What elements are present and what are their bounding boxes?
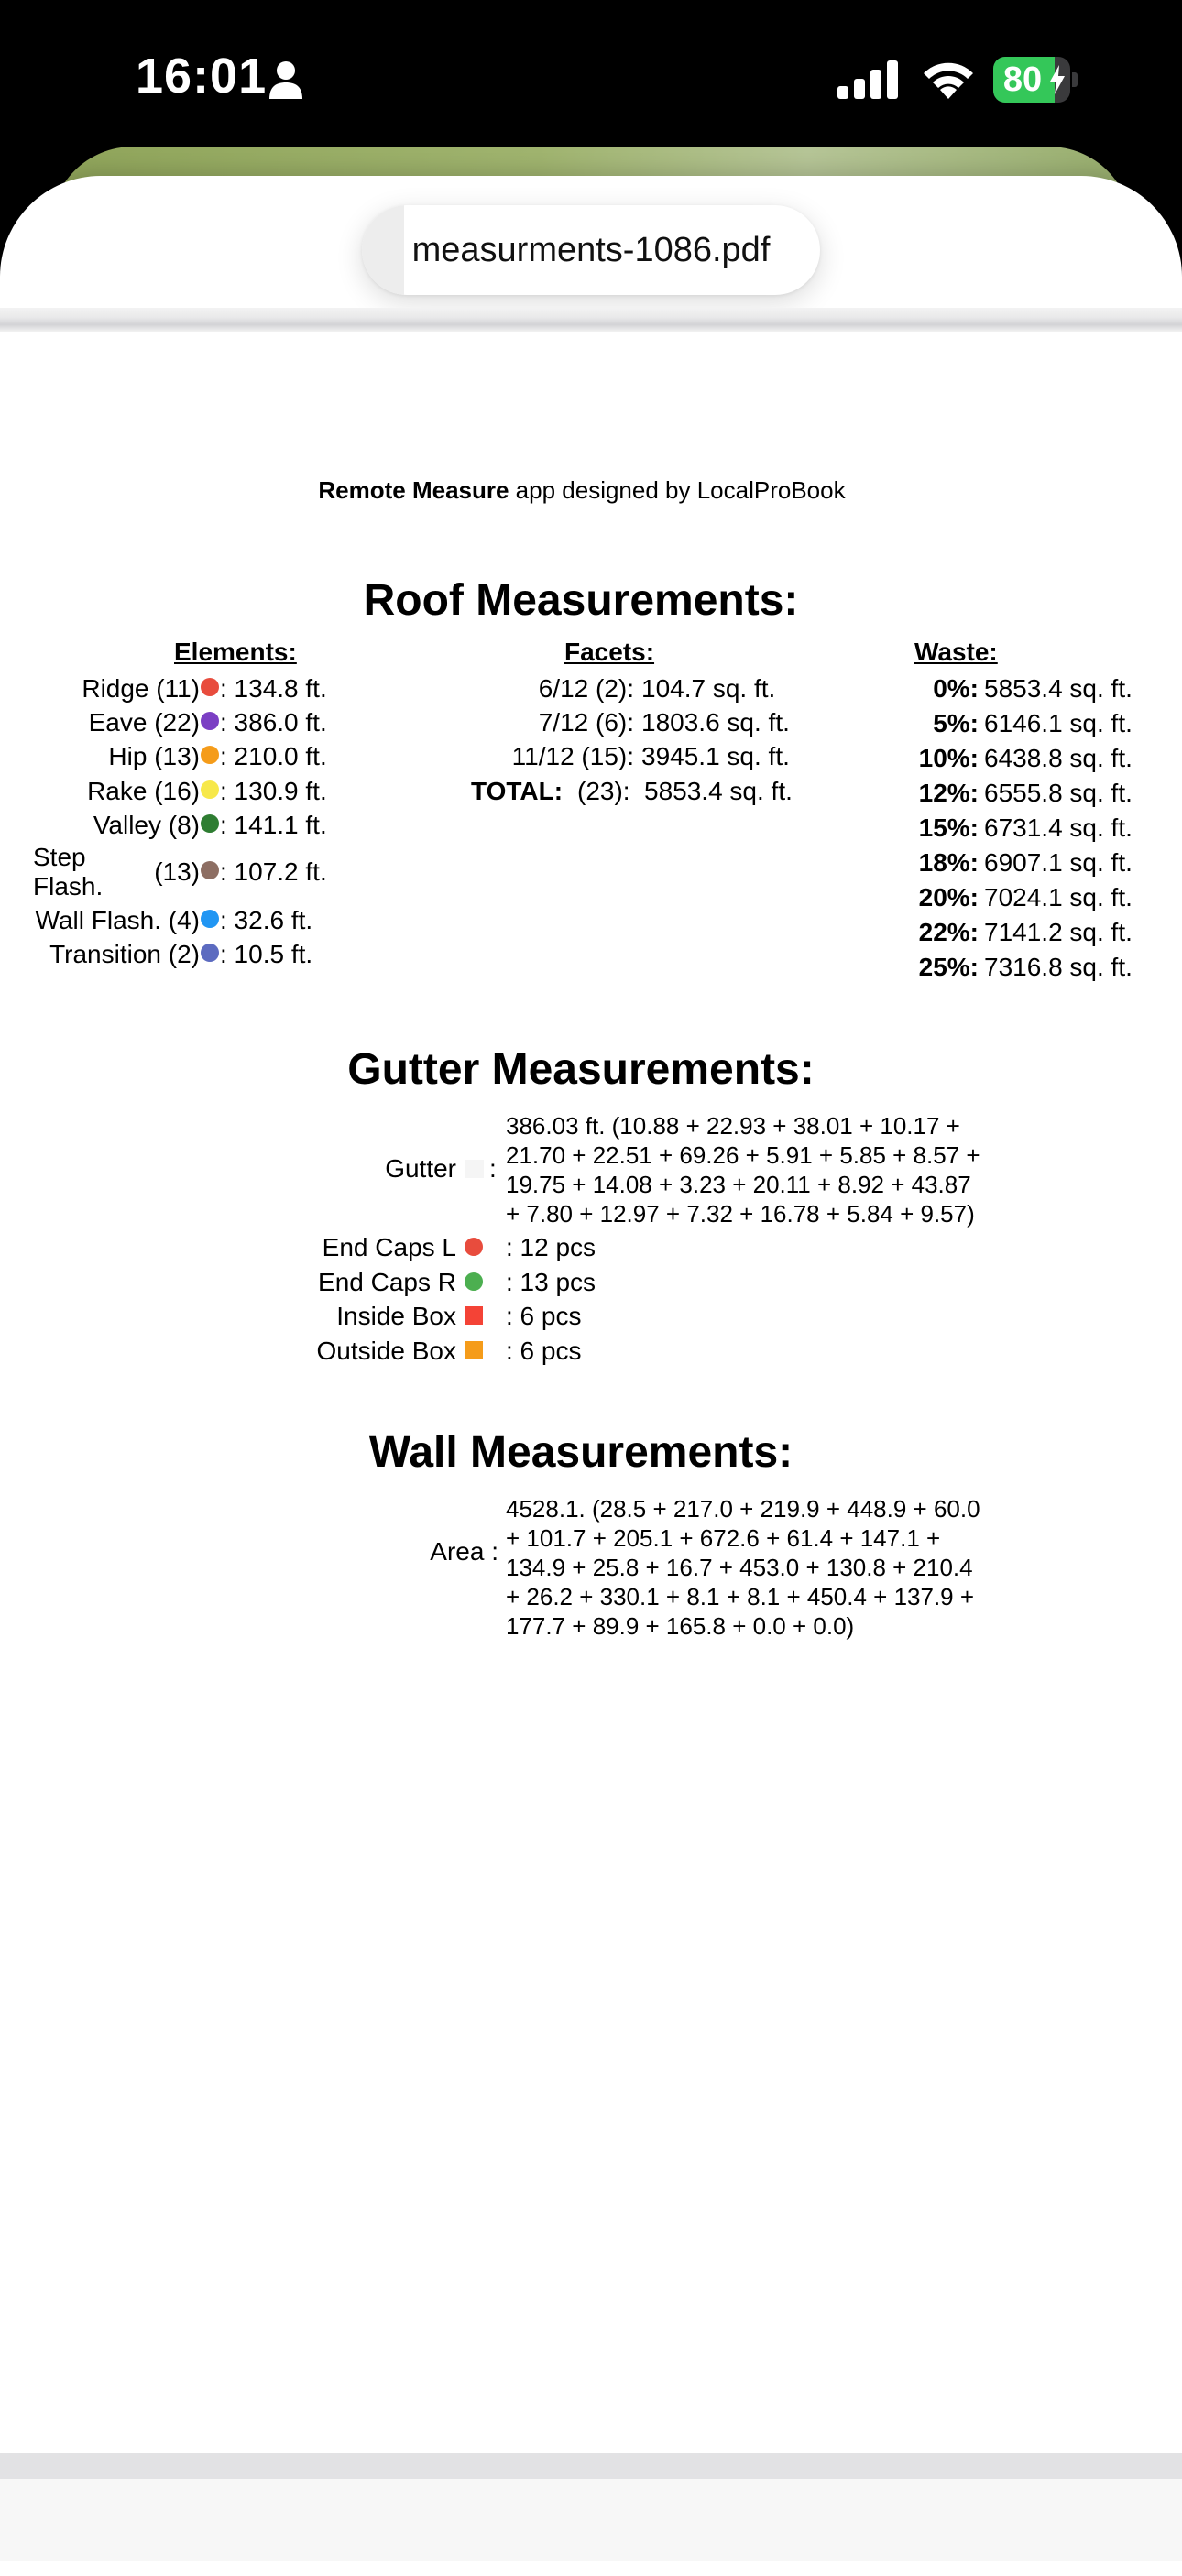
element-name: Valley (8)	[93, 811, 200, 839]
roof-title: Roof Measurements:	[363, 576, 799, 625]
gutter-color-swatch	[465, 1160, 484, 1178]
element-name: Transition (2)	[49, 940, 200, 968]
facet-label: 11/12 (15):	[511, 742, 634, 770]
waste-percent: 12%:	[918, 779, 979, 807]
step-flash-count: (13)	[154, 857, 200, 886]
wall-area-line: + 101.7 + 205.1 + 672.6 + 61.4 + 147.1 +	[506, 1524, 941, 1552]
gutter-item-square	[465, 1306, 483, 1325]
elements-heading: Elements:	[174, 638, 297, 666]
waste-percent: 22%:	[918, 918, 979, 946]
waste-value: 7024.1 sq. ft.	[984, 883, 1133, 911]
facets-total-count: (23):	[577, 777, 630, 805]
battery-body	[993, 57, 1070, 103]
wifi-icon	[920, 57, 977, 99]
wall-area-line: 4528.1. (28.5 + 217.0 + 219.9 + 448.9 + 60.0	[506, 1495, 980, 1523]
facet-value: 104.7 sq. ft.	[641, 674, 776, 703]
waste-value: 6555.8 sq. ft.	[984, 779, 1133, 807]
file-name: measurments-1086.pdf	[411, 231, 771, 269]
gutter-item-dot	[465, 1238, 483, 1256]
waste-percent: 0%:	[933, 674, 979, 703]
app-credit-text: app designed by LocalProBook	[509, 476, 846, 504]
gutter-label: Gutter	[385, 1154, 456, 1183]
gutter-breakdown-line: 21.70 + 22.51 + 69.26 + 5.91 + 5.85 + 8.57 +	[506, 1141, 980, 1169]
page-bottom-separator	[0, 2453, 1182, 2479]
gutter-item-label: End Caps L	[322, 1233, 456, 1261]
facet-value: 3945.1 sq. ft.	[641, 742, 790, 770]
wall-area-label: Area :	[430, 1537, 498, 1566]
gutter-breakdown-line: 19.75 + 14.08 + 3.23 + 20.11 + 8.92 + 43.87	[506, 1171, 971, 1198]
gutter-item-label: End Caps R	[318, 1267, 456, 1296]
battery-percent: 80	[1002, 60, 1043, 99]
gutter-item-value: : 13 pcs	[506, 1267, 596, 1296]
gutter-item-value: : 6 pcs	[506, 1302, 582, 1330]
step-flash-name-line2: Flash.	[33, 872, 104, 901]
wall-area-line: 177.7 + 89.9 + 165.8 + 0.0 + 0.0)	[506, 1612, 855, 1640]
element-name: Rake (16)	[87, 777, 200, 805]
gutter-title: Gutter Measurements:	[347, 1045, 815, 1094]
element-value: : 210.0 ft.	[220, 742, 327, 770]
gutter-breakdown-line: + 7.80 + 12.97 + 7.32 + 16.78 + 5.84 + 9.57)	[506, 1200, 975, 1228]
gutter-item-value: : 6 pcs	[506, 1336, 582, 1365]
battery-indicator	[993, 57, 1078, 103]
facets-total-value: 5853.4 sq. ft.	[644, 777, 793, 805]
gutter-item-label: Outside Box	[316, 1336, 456, 1365]
app-credit-brand: Remote Measure	[318, 476, 509, 504]
element-value: : 10.5 ft.	[220, 940, 313, 968]
facet-label: 6/12 (2):	[538, 674, 634, 703]
element-color-dot	[201, 814, 219, 833]
facet-value: 1803.6 sq. ft.	[641, 708, 790, 737]
facets-heading: Facets:	[564, 638, 655, 666]
gutter-item-label: Inside Box	[336, 1302, 456, 1330]
element-color-dot	[201, 746, 219, 764]
element-name: Eave (22)	[88, 708, 200, 737]
battery-cap	[1072, 72, 1078, 87]
wall-title: Wall Measurements:	[368, 1428, 793, 1477]
gutter-item-square	[465, 1341, 483, 1359]
waste-percent: 20%:	[918, 883, 979, 911]
element-color-dot	[201, 910, 219, 928]
toolbar-separator	[0, 308, 1182, 332]
step-flash-name-line1: Step	[33, 843, 86, 871]
waste-percent: 18%:	[918, 848, 979, 877]
element-value: : 32.6 ft.	[220, 906, 313, 934]
waste-value: 6146.1 sq. ft.	[984, 709, 1133, 737]
facets-total-label: TOTAL:	[471, 777, 564, 805]
wall-area-line: 134.9 + 25.8 + 16.7 + 453.0 + 130.8 + 210.4	[506, 1554, 973, 1581]
title-pill-edge	[362, 205, 404, 295]
waste-heading: Waste:	[914, 638, 998, 666]
gutter-item-dot	[465, 1272, 483, 1291]
step-flash-color-dot	[201, 861, 219, 879]
element-color-dot	[201, 678, 219, 696]
waste-value: 7141.2 sq. ft.	[984, 918, 1133, 946]
gutter-item-value: : 12 pcs	[506, 1233, 596, 1261]
app-credit	[0, 476, 1164, 505]
element-value: : 130.9 ft.	[220, 777, 327, 805]
element-color-dot	[201, 780, 219, 799]
gutter-breakdown-line: 386.03 ft. (10.88 + 22.93 + 38.01 + 10.17 +	[506, 1112, 960, 1140]
waste-percent: 10%:	[918, 744, 979, 772]
waste-value: 5853.4 sq. ft.	[984, 674, 1133, 703]
file-title-pill[interactable]	[362, 205, 820, 295]
waste-percent: 15%:	[918, 813, 979, 842]
element-color-dot	[201, 944, 219, 962]
element-color-dot	[201, 712, 219, 730]
facet-label: 7/12 (6):	[538, 708, 634, 737]
status-bar	[0, 0, 1182, 156]
waste-value: 6907.1 sq. ft.	[984, 848, 1133, 877]
element-name: Ridge (11)	[82, 674, 200, 703]
step-flash-value: : 107.2 ft.	[220, 857, 327, 886]
person-icon	[268, 60, 304, 99]
gutter-colon: :	[489, 1154, 497, 1183]
element-value: : 134.8 ft.	[220, 674, 327, 703]
element-value: : 141.1 ft.	[220, 811, 327, 839]
cellular-signal-icon	[837, 60, 900, 99]
element-name: Hip (13)	[108, 742, 200, 770]
element-name: Wall Flash. (4)	[35, 906, 200, 934]
waste-percent: 5%:	[933, 709, 979, 737]
wall-area-line: + 26.2 + 330.1 + 8.1 + 8.1 + 450.4 + 137.9 +	[506, 1583, 975, 1610]
waste-value: 6731.4 sq. ft.	[984, 813, 1133, 842]
charging-bolt-icon	[1048, 65, 1067, 94]
status-time: 16:01	[136, 49, 268, 104]
element-value: : 386.0 ft.	[220, 708, 327, 737]
pdf-page[interactable]	[0, 332, 1182, 2453]
waste-percent: 25%:	[918, 953, 979, 981]
waste-value: 7316.8 sq. ft.	[984, 953, 1133, 981]
next-page-preview	[0, 2479, 1182, 2561]
waste-value: 6438.8 sq. ft.	[984, 744, 1133, 772]
